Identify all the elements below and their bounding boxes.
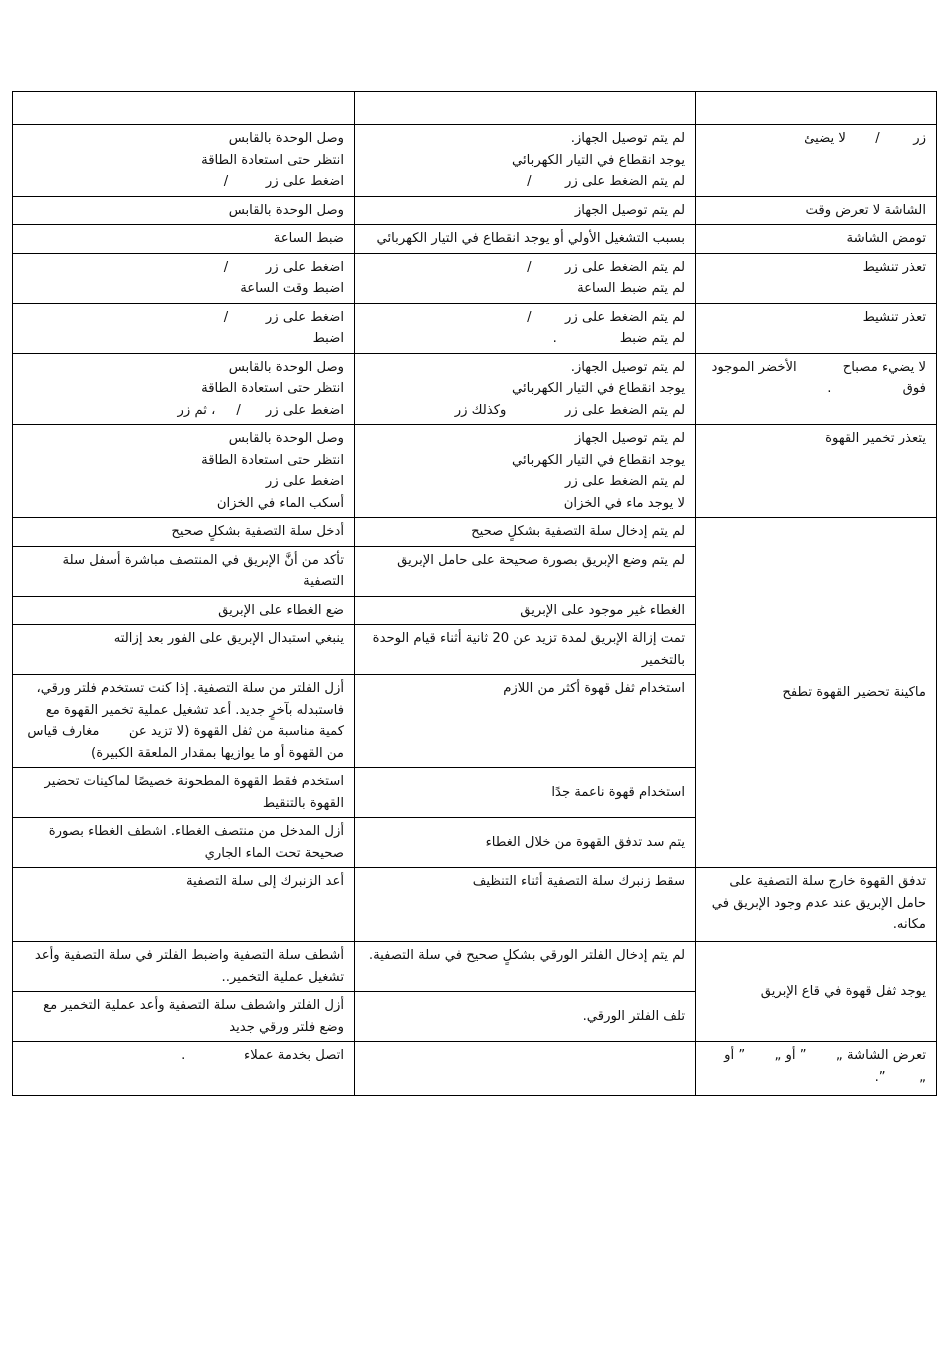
solution-line: اضغط على زر / bbox=[223, 309, 344, 325]
solution-cell bbox=[13, 675, 355, 768]
solution-line: أزل الفلتر من سلة التصفية. إذا كنت تستخدم فلتر ورقي، فاستبدله بآخرٍ جديد. أعد تشغيل عملية تخمير القهوة مع كمية مناسبة من ثفل القهوة (لا تزيد عن مغارف قياس من القهوة أو ما يوازيها بمقدار الملعقة الكبيرة) bbox=[23, 681, 344, 761]
problem-line: تعرض الشاشة „ ” أو „ ” أو bbox=[724, 1048, 926, 1063]
problem-line: تومض الشاشة bbox=[846, 231, 926, 246]
problem-cell bbox=[696, 253, 937, 303]
solution-line: اضغط على زر bbox=[265, 474, 344, 489]
cause-cell bbox=[355, 546, 696, 596]
solution-cell bbox=[13, 625, 355, 675]
problem-line: تدفق القهوة خارج سلة التصفية على حامل الإبريق عند عدم وجود الإبريق في مكانه. bbox=[707, 874, 926, 932]
solution-cell bbox=[13, 596, 355, 625]
solution-line: وصل الوحدة بالقابس bbox=[228, 359, 344, 375]
cause-line: تمت إزالة الإبريق لمدة تزيد عن 20 ثانية أثناء قيام الوحدة بالتخمير bbox=[368, 631, 685, 668]
table-header-row bbox=[13, 92, 937, 125]
problem-cell bbox=[696, 353, 937, 425]
problem-cell bbox=[696, 125, 937, 197]
cause-line: لم يتم الضغط على زر وكذلك زر bbox=[454, 402, 685, 418]
solution-line: اضغط على زر / bbox=[223, 259, 344, 275]
problem-cell bbox=[696, 518, 937, 868]
solution-line: وصل الوحدة بالقابس bbox=[228, 131, 344, 146]
cause-line: بسبب التشغيل الأولي أو يوجد انقطاع في التيار الكهربائي bbox=[376, 231, 685, 246]
solution-line: أزل الفلتر واشطف سلة التصفية وأعد عملية التخمير مع وضع فلتر ورقي جديد bbox=[38, 998, 344, 1035]
table-body bbox=[13, 92, 937, 1096]
problem-line: تعذر تنشيط bbox=[862, 259, 926, 275]
solution-line: استخدم فقط القهوة المطحونة خصيصًا لماكينات تحضير القهوة بالتنقيط bbox=[40, 774, 344, 811]
table-row bbox=[13, 125, 937, 197]
table-row bbox=[13, 518, 937, 547]
solution-line: اضبط bbox=[312, 331, 344, 346]
cause-line: لم يتم وضع الإبريق بصورة صحيحة على حامل الإبريق bbox=[397, 552, 685, 568]
cause-cell bbox=[355, 425, 696, 518]
solution-cell bbox=[13, 225, 355, 254]
solution-cell bbox=[13, 942, 355, 992]
cause-cell bbox=[355, 253, 696, 303]
solution-line: ضبط الساعة bbox=[273, 231, 344, 246]
table-row bbox=[13, 942, 937, 992]
header-cause-cell bbox=[355, 92, 696, 125]
cause-line: استخدام ثفل قهوة أكثر من اللازم bbox=[503, 681, 685, 696]
cause-line: لم يتم ضبط . bbox=[552, 331, 685, 346]
cause-cell bbox=[355, 625, 696, 675]
solution-cell bbox=[13, 253, 355, 303]
solution-cell bbox=[13, 125, 355, 197]
solution-line: انتظر حتى استعادة الطاقة bbox=[201, 152, 344, 168]
problem-cell bbox=[696, 225, 937, 254]
problem-cell bbox=[696, 1042, 937, 1096]
cause-line: لم يتم توصيل الجهاز. bbox=[570, 359, 685, 375]
cause-line: لم يتم الضغط على زر / bbox=[527, 174, 685, 189]
problem-line: يوجد ثفل قهوة في قاع الإبريق bbox=[760, 983, 926, 999]
solution-line: أشطف سلة التصفية واضبط الفلتر في سلة التصفية وأعد تشغيل عملية التخمير.. bbox=[30, 948, 344, 985]
solution-cell bbox=[13, 992, 355, 1042]
cause-cell bbox=[355, 868, 696, 942]
solution-line: تأكد من أنَّ الإبريق في المنتصف مباشرة أسفل سلة التصفية bbox=[58, 552, 344, 589]
solution-line: ضع الغطاء على الإبريق bbox=[218, 602, 344, 618]
cause-line: لا يوجد ماء في الخزان bbox=[563, 495, 685, 511]
cause-line: يوجد انقطاع في التيار الكهربائي bbox=[511, 452, 685, 468]
cause-cell bbox=[355, 125, 696, 197]
solution-cell bbox=[13, 868, 355, 942]
solution-cell bbox=[13, 518, 355, 547]
problem-line: الشاشة لا تعرض وقت bbox=[805, 202, 926, 218]
cause-line: لم يتم الضغط على زر / bbox=[527, 309, 685, 325]
solution-line: أعد الزنبرك إلى سلة التصفية bbox=[186, 874, 344, 889]
cause-cell bbox=[355, 818, 696, 868]
table-row bbox=[13, 253, 937, 303]
cause-line: لم يتم إدخال الفلتر الورقي بشكلٍ صحيح في سلة التصفية. bbox=[368, 948, 685, 963]
troubleshooting-table bbox=[12, 91, 937, 1096]
cause-line: يوجد انقطاع في التيار الكهربائي bbox=[511, 381, 685, 396]
header-problem-cell bbox=[696, 92, 937, 125]
cause-line: يتم سد تدفق القهوة من خلال الغطاء bbox=[485, 834, 685, 850]
solution-cell bbox=[13, 353, 355, 425]
problem-line: تعذر تنشيط bbox=[862, 309, 926, 325]
solution-line: ينبغي استبدال الإبريق على الفور بعد إزالته bbox=[113, 631, 344, 646]
cause-cell bbox=[355, 303, 696, 353]
problem-cell bbox=[696, 425, 937, 518]
problem-cell bbox=[696, 942, 937, 1042]
table-row bbox=[13, 225, 937, 254]
cause-line: لم يتم توصيل الجهاز bbox=[574, 431, 685, 446]
problem-line: ماكينة تحضير القهوة تطفح bbox=[782, 684, 926, 700]
cause-cell bbox=[355, 353, 696, 425]
problem-line: زر / لا يضيئ bbox=[804, 131, 926, 146]
solution-line: اضغط على زر / ، ثم زر bbox=[177, 402, 344, 418]
cause-line: لم يتم الضغط على زر / bbox=[527, 259, 685, 275]
problem-cell bbox=[696, 196, 937, 225]
problem-line: يتعذر تخمير القهوة bbox=[825, 431, 926, 446]
solution-cell bbox=[13, 1042, 355, 1096]
problem-cell bbox=[696, 868, 937, 942]
cause-cell bbox=[355, 196, 696, 225]
table-row bbox=[13, 1042, 937, 1096]
table-row bbox=[13, 196, 937, 225]
solution-cell bbox=[13, 768, 355, 818]
solution-cell bbox=[13, 425, 355, 518]
solution-line: أدخل سلة التصفية بشكلٍ صحيح bbox=[171, 524, 344, 539]
cause-cell bbox=[355, 942, 696, 992]
header-solution-cell bbox=[13, 92, 355, 125]
cause-line: الغطاء غير موجود على الإبريق bbox=[520, 602, 685, 618]
table-row bbox=[13, 868, 937, 942]
cause-line: لم يتم الضغط على زر bbox=[565, 474, 685, 489]
cause-line: لم يتم ضبط الساعة bbox=[577, 281, 685, 296]
cause-cell bbox=[355, 1042, 696, 1096]
problem-cell bbox=[696, 303, 937, 353]
solution-cell bbox=[13, 303, 355, 353]
problem-line: „ ”. bbox=[874, 1069, 926, 1085]
cause-cell bbox=[355, 675, 696, 768]
solution-line: اضبط وقت الساعة bbox=[240, 281, 344, 296]
solution-line: أزل المدخل من منتصف الغطاء. اشطف الغطاء بصورة صحيحة تحت الماء الجاري bbox=[44, 824, 344, 861]
cause-line: لم يتم توصيل الجهاز bbox=[574, 202, 685, 218]
solution-line: انتظر حتى استعادة الطاقة bbox=[201, 381, 344, 396]
solution-line: انتظر حتى استعادة الطاقة bbox=[201, 452, 344, 468]
solution-line: وصل الوحدة بالقابس bbox=[228, 202, 344, 218]
cause-line: تلف الفلتر الورقي. bbox=[582, 1008, 685, 1024]
cause-cell bbox=[355, 225, 696, 254]
cause-cell bbox=[355, 518, 696, 547]
solution-line: اتصل بخدمة عملاء . bbox=[181, 1048, 344, 1063]
cause-line: سقط زنبرك سلة التصفية أثناء التنظيف bbox=[472, 874, 685, 889]
cause-line: لم يتم إدخال سلة التصفية بشكلٍ صحيح bbox=[471, 524, 685, 539]
cause-cell bbox=[355, 596, 696, 625]
problem-line: فوق . bbox=[827, 381, 926, 396]
solution-line: أسكب الماء في الخزان bbox=[216, 495, 344, 511]
table-row bbox=[13, 425, 937, 518]
table-row bbox=[13, 353, 937, 425]
solution-cell bbox=[13, 546, 355, 596]
cause-cell bbox=[355, 768, 696, 818]
cause-cell bbox=[355, 992, 696, 1042]
solution-cell bbox=[13, 818, 355, 868]
solution-line: اضغط على زر / bbox=[223, 174, 344, 189]
cause-line: يوجد انقطاع في التيار الكهربائي bbox=[511, 152, 685, 168]
problem-line: لا يضيء مصباح الأخضر الموجود bbox=[711, 359, 926, 375]
solution-cell bbox=[13, 196, 355, 225]
cause-line: لم يتم توصيل الجهاز. bbox=[570, 131, 685, 146]
table-row bbox=[13, 303, 937, 353]
cause-line: استخدام قهوة ناعمة جدًا bbox=[551, 784, 685, 800]
solution-line: وصل الوحدة بالقابس bbox=[228, 431, 344, 446]
